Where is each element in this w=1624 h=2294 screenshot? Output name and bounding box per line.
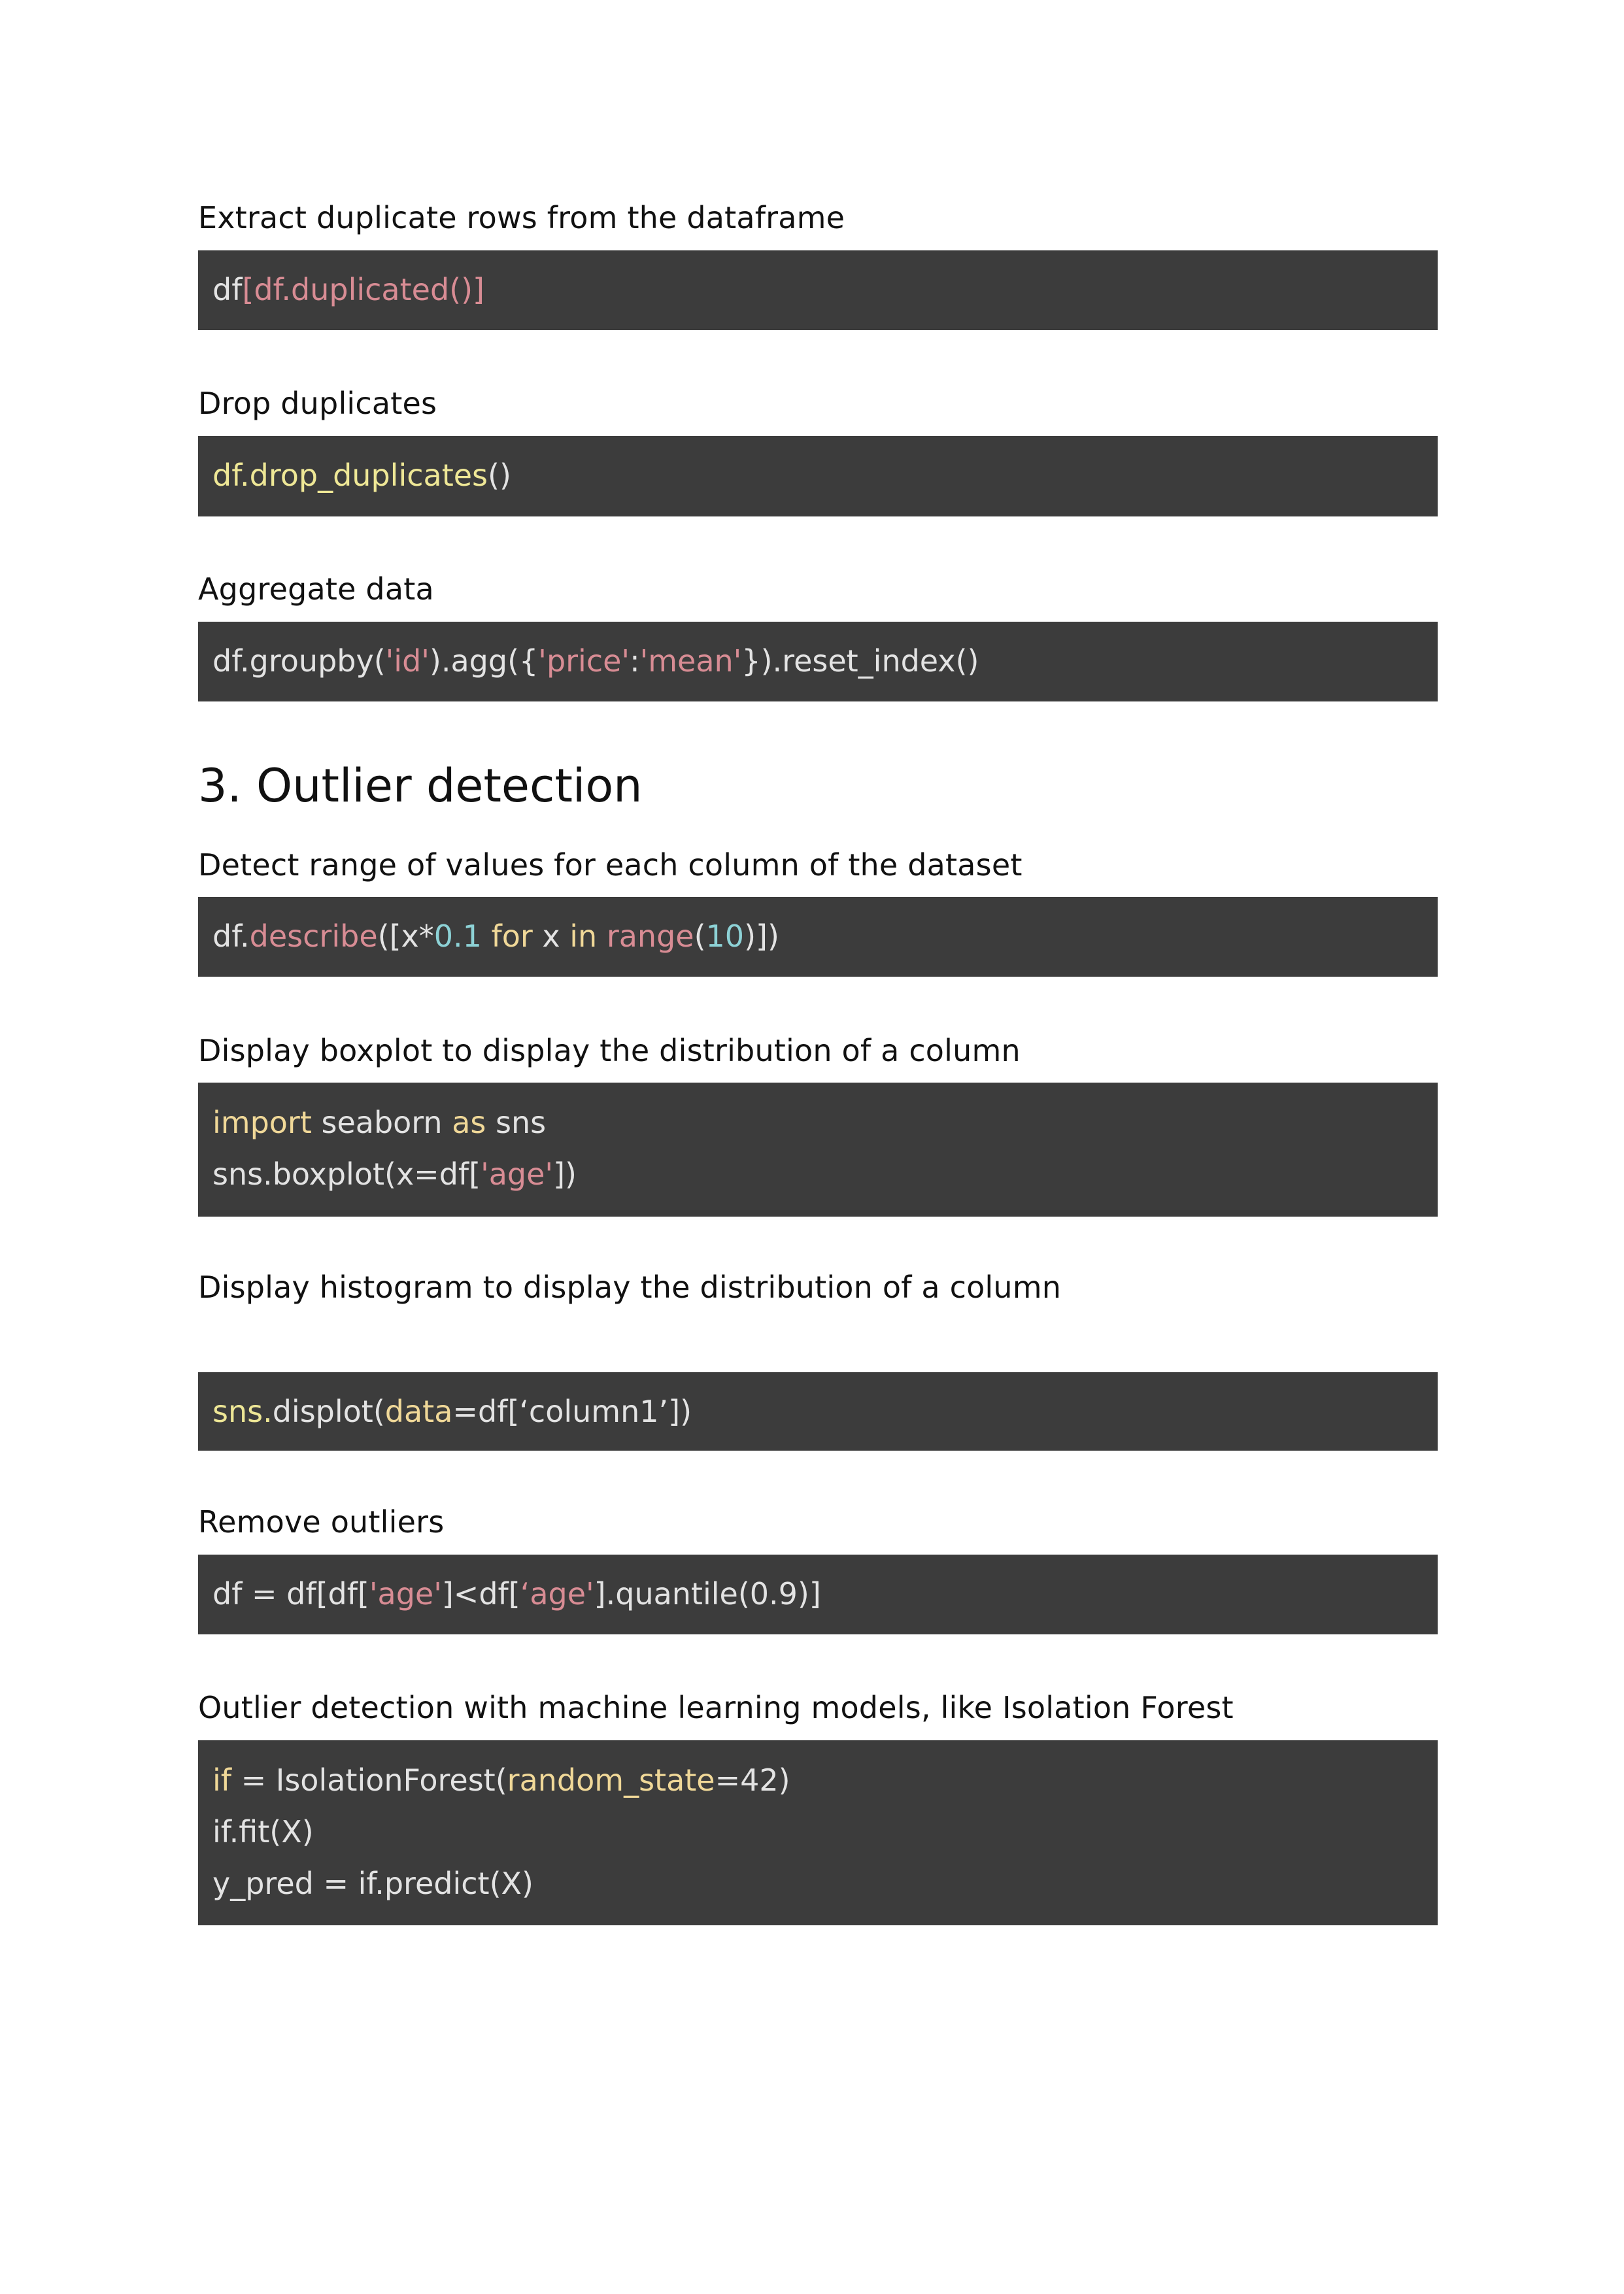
code-token: 'age' <box>481 1156 554 1192</box>
section-heading: 3. Outlier detection <box>198 759 643 813</box>
code-line <box>212 917 1438 956</box>
code-token: 'id' <box>385 643 430 679</box>
code-line <box>212 456 1438 495</box>
code-token: =42) <box>715 1763 790 1798</box>
code-token: = IsolationForest( <box>231 1763 507 1798</box>
code-line <box>212 1392 1438 1431</box>
remove-outliers-code-block[interactable] <box>198 1555 1438 1634</box>
code-line <box>212 1574 1438 1613</box>
code-line <box>212 1149 1438 1200</box>
code-token: df.drop_duplicates <box>212 458 488 493</box>
code-line <box>212 1806 1438 1858</box>
code-token: x <box>532 919 570 954</box>
code-token: 'age' <box>369 1576 442 1611</box>
boxplot-label: Display boxplot to display the distribution of a column <box>198 1033 1021 1068</box>
boxplot-code-block[interactable] <box>198 1083 1438 1217</box>
code-token: import <box>212 1105 312 1140</box>
code-token: displot( <box>272 1394 385 1429</box>
code-token: df = df[df[ <box>212 1576 369 1611</box>
code-token: ).agg({ <box>429 643 539 679</box>
code-token: )]) <box>744 919 779 954</box>
code-token: df <box>212 272 243 307</box>
code-line <box>212 1858 1438 1910</box>
code-token: ([x* <box>377 919 434 954</box>
code-token: df. <box>212 919 250 954</box>
code-token: ( <box>694 919 706 954</box>
describe-code-block[interactable] <box>198 897 1438 977</box>
drop-duplicates-label: Drop duplicates <box>198 386 437 421</box>
code-token: ].quantile(0.9)] <box>594 1576 821 1611</box>
isolation-forest-label: Outlier detection with machine learning models, like Isolation Forest <box>198 1690 1234 1725</box>
code-token <box>597 919 607 954</box>
remove-outliers-label: Remove outliers <box>198 1504 445 1540</box>
histogram-label: Display histogram to display the distribution of a column <box>198 1270 1062 1305</box>
code-token: : <box>630 643 640 679</box>
code-token: }).reset_index() <box>741 643 979 679</box>
code-token: =df[‘column1’]) <box>452 1394 692 1429</box>
aggregate-label: Aggregate data <box>198 571 434 607</box>
drop-duplicates-code-block[interactable] <box>198 436 1438 516</box>
code-token: as <box>452 1105 486 1140</box>
code-line <box>212 1755 1438 1806</box>
code-token: describe <box>249 919 378 954</box>
code-token <box>482 919 492 954</box>
describe-label: Detect range of values for each column of the dataset <box>198 847 1023 883</box>
code-token: y_pred = if.predict(X) <box>212 1866 533 1901</box>
code-token: df.groupby( <box>212 643 386 679</box>
duplicated-label: Extract duplicate rows from the dataframe <box>198 200 845 235</box>
code-token: seaborn <box>311 1105 452 1140</box>
code-token: ]<df[ <box>441 1576 520 1611</box>
code-line <box>212 641 1438 681</box>
code-token: 0.1 <box>433 919 482 954</box>
code-token: random_state <box>507 1763 715 1798</box>
code-line <box>212 1097 1438 1149</box>
code-line <box>212 270 1438 309</box>
code-token: ‘age' <box>520 1576 594 1611</box>
code-token: range <box>606 919 694 954</box>
code-token: () <box>488 458 511 493</box>
code-token: 'price' <box>538 643 630 679</box>
code-token: sns. <box>212 1394 273 1429</box>
code-token: data <box>384 1394 453 1429</box>
code-token: sns <box>486 1105 547 1140</box>
code-token: 10 <box>705 919 745 954</box>
code-token: for <box>491 919 533 954</box>
code-token: in <box>569 919 598 954</box>
histogram-code-block[interactable] <box>198 1372 1438 1451</box>
isolation-forest-code-block[interactable] <box>198 1740 1438 1925</box>
code-token: if.fit(X) <box>212 1814 314 1849</box>
code-token: [df.duplicated()] <box>242 272 484 307</box>
code-token: 'mean' <box>639 643 742 679</box>
code-token: if <box>212 1763 231 1798</box>
code-token: sns.boxplot(x=df[ <box>212 1156 481 1192</box>
duplicated-code-block[interactable] <box>198 250 1438 330</box>
aggregate-code-block[interactable] <box>198 622 1438 701</box>
code-token: ]) <box>553 1156 577 1192</box>
